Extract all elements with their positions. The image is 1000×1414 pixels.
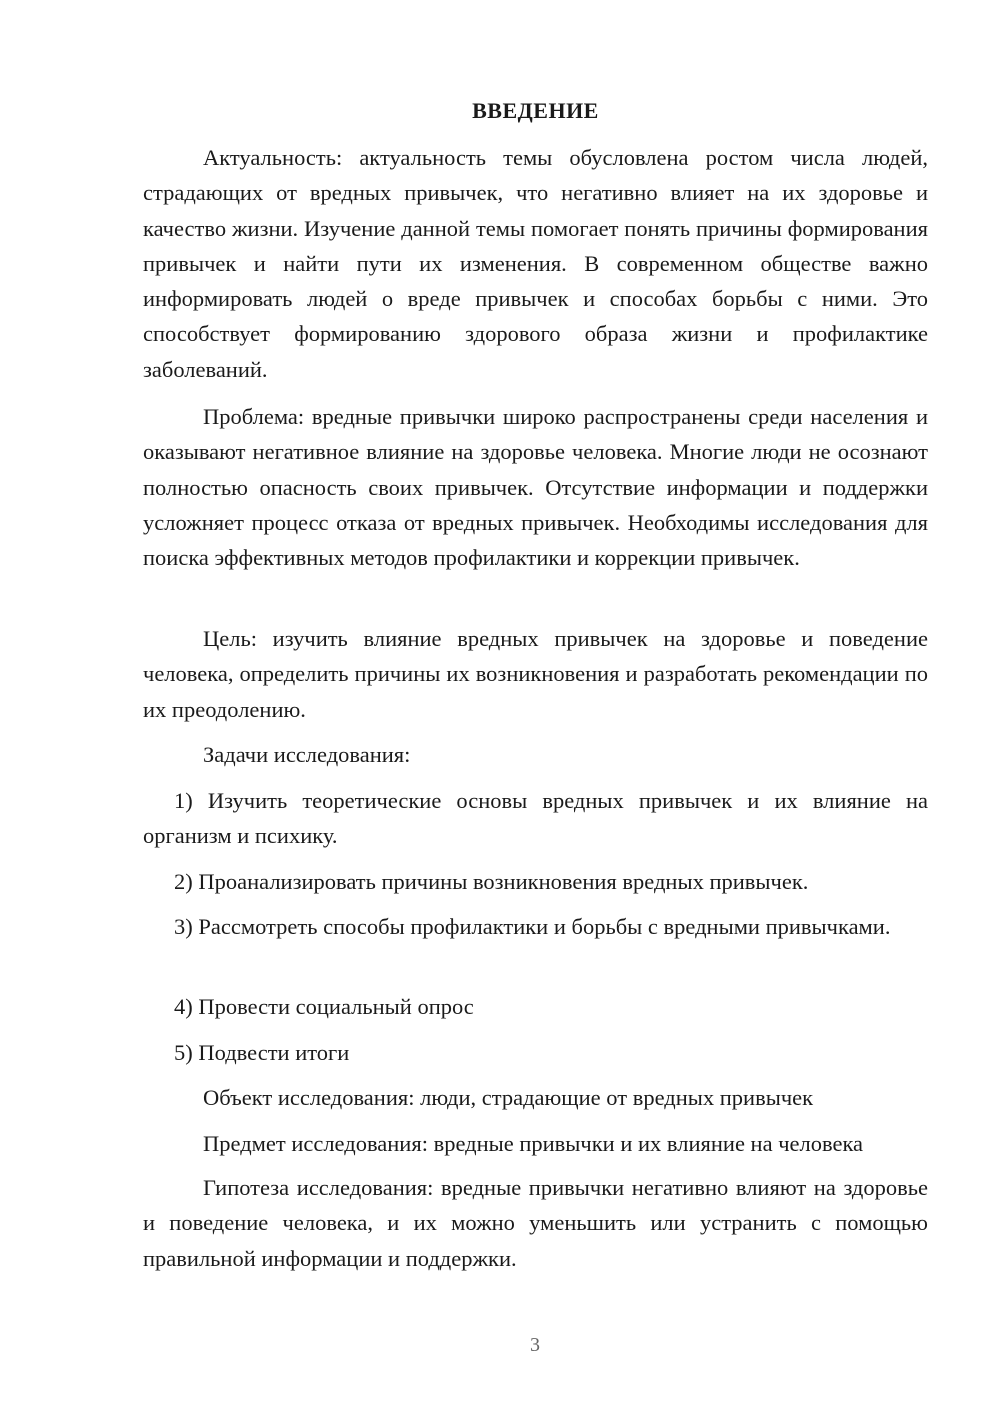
paragraph-object: Объект исследования: люди, страдающие от вредных привычек bbox=[203, 1085, 814, 1110]
list-item: 3) Рассмотреть способы профилактики и борьбы с вредными привычками. bbox=[174, 914, 891, 939]
page-title: ВВЕДЕНИЕ bbox=[472, 98, 599, 123]
list-item: 5) Подвести итоги bbox=[174, 1040, 350, 1065]
paragraph-hypothesis: Гипотеза исследования: вредные привычки негативно влияют на здоровье и поведение человека, и их можно уменьшить или устранить с помощью правильной информации и поддержки. bbox=[143, 1175, 928, 1271]
list-item: 2) Проанализировать причины возникновения вредных привычек. bbox=[174, 869, 809, 894]
list-item: 1) Изучить теоретические основы вредных привычек и их влияние на организм и психику. bbox=[143, 788, 928, 849]
paragraph-relevance: Актуальность: актуальность темы обусловлена ростом числа людей, страдающих от вредных привычек, что негативно влияет на их здоровье и качество жизни. Изучение данной темы помогает понять причины формирования привычек и найти пути их изменения. В современном обществе важно информировать людей о вреде привычек и способах борьбы с ними. Это способствует формированию здорового образа жизни и профилактике заболеваний. bbox=[143, 145, 928, 382]
list-item: 4) Провести социальный опрос bbox=[174, 994, 474, 1019]
tasks-heading: Задачи исследования: bbox=[203, 742, 411, 767]
paragraph-problem: Проблема: вредные привычки широко распространены среди населения и оказывают негативное влияние на здоровье человека. Многие люди не осознают полностью опасность своих привычек. Отсутствие информации и поддержки усложняет процесс отказа от вредных привычек. Необходимы исследования для поиска эффективных методов профилактики и коррекции привычек. bbox=[143, 404, 928, 571]
paragraph-subject: Предмет исследования: вредные привычки и их влияние на человека bbox=[203, 1131, 864, 1156]
page-number: 3 bbox=[530, 1334, 540, 1356]
paragraph-goal: Цель: изучить влияние вредных привычек на здоровье и поведение человека, определить причины их возникновения и разработать рекомендации по их преодолению. bbox=[143, 626, 928, 722]
